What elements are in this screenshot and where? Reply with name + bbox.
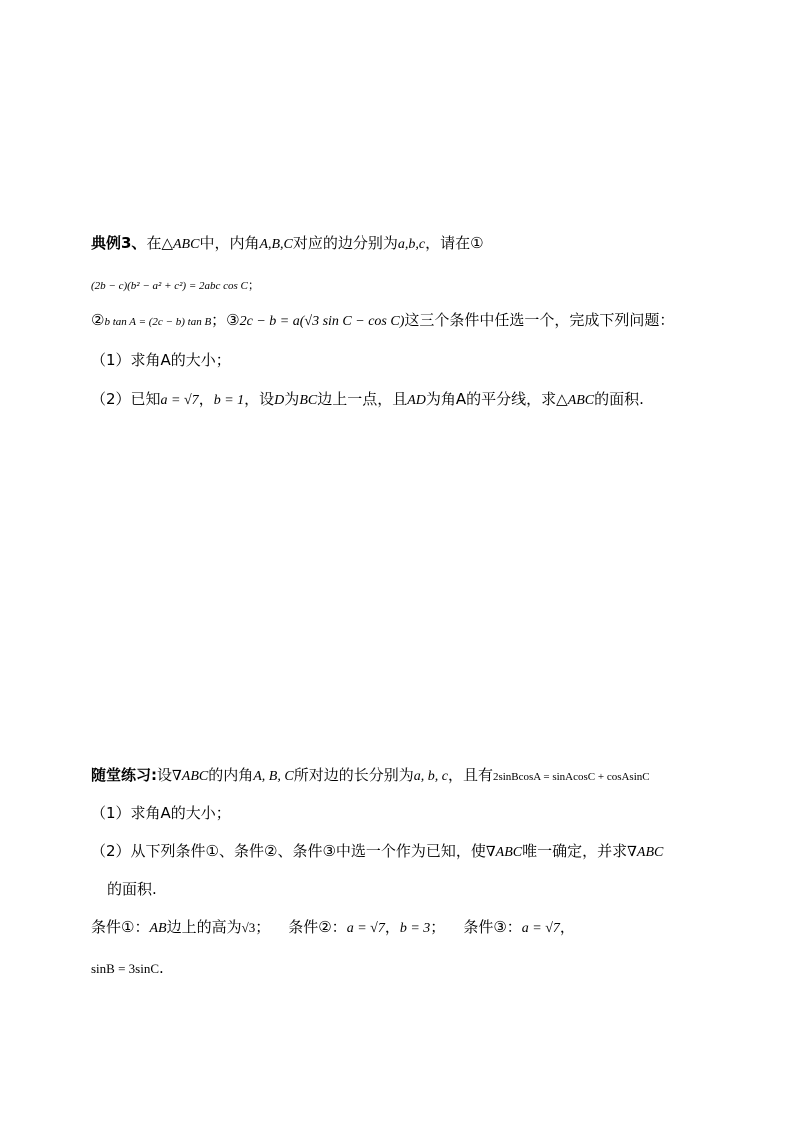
practice-q2-c: 的面积. bbox=[107, 880, 157, 898]
example3-line2 bbox=[91, 276, 260, 292]
example3-condition-2: b tan A = (2c − b) tan B bbox=[104, 316, 212, 328]
example3-choose-text: 这三个条件中任选一个，完成下列问题： bbox=[404, 311, 675, 329]
example3-q2-b: ，设 bbox=[244, 390, 275, 408]
practice-c2-a: a = √7 bbox=[346, 921, 385, 936]
example3-line3 bbox=[91, 313, 674, 329]
practice-question-2-cont bbox=[107, 882, 157, 897]
example3-condition-3: 2c − b = a(√3 sin C − cos C) bbox=[239, 314, 405, 329]
example3-q2-d: 边上一点，且 bbox=[317, 390, 408, 408]
practice-tri3: ∇ABC bbox=[627, 845, 664, 860]
example3-line1 bbox=[91, 236, 484, 252]
practice-intro-d: ，且有 bbox=[447, 766, 493, 784]
example3-angles: A,B,C bbox=[259, 237, 293, 252]
example3-q2-BC: BC bbox=[299, 393, 318, 408]
example3-q2-comma: ， bbox=[198, 390, 214, 408]
example3-condition-1: (2b − c)(b² − a² + c²) = 2abc cos C bbox=[91, 280, 248, 292]
practice-conditions bbox=[91, 920, 575, 936]
example3-label: 典例3、 bbox=[91, 234, 147, 252]
example3-intro-c: 对应的边分别为 bbox=[292, 234, 398, 252]
example3-cond1-end: ； bbox=[247, 278, 260, 292]
practice-sides: a, b, c bbox=[413, 769, 448, 784]
practice-tri1: ∇ABC bbox=[172, 769, 209, 784]
practice-q1-text: （1）求角A的大小； bbox=[91, 804, 231, 822]
practice-c3-comma: ， bbox=[559, 918, 575, 936]
practice-intro-a: 设 bbox=[157, 766, 173, 784]
example3-cond2-mark: ② bbox=[91, 311, 105, 329]
example3-sides: a,b,c bbox=[397, 237, 426, 252]
practice-c1-AB: AB bbox=[149, 921, 167, 936]
example3-sep: ；③ bbox=[211, 311, 240, 329]
practice-c2-b: b = 3 bbox=[399, 921, 431, 936]
practice-q2-b: 唯一确定，并求 bbox=[522, 842, 628, 860]
example3-q2-a-val: a = √7 bbox=[160, 393, 199, 408]
practice-c2-label: 条件②： bbox=[288, 918, 347, 936]
example3-intro-b: 中，内角 bbox=[199, 234, 260, 252]
example3-q2-a: （2）已知 bbox=[91, 390, 161, 408]
example3-intro-a: 在△ bbox=[146, 234, 173, 252]
practice-c1-text: 边上的高为 bbox=[166, 918, 242, 936]
practice-c1-val: √3 bbox=[241, 920, 256, 935]
practice-angles: A, B, C bbox=[253, 769, 294, 784]
practice-question-2 bbox=[91, 844, 663, 860]
example3-question-2 bbox=[91, 392, 644, 408]
practice-condition-3-cont bbox=[91, 960, 164, 976]
practice-c1-label: 条件①： bbox=[91, 918, 150, 936]
practice-c1-end: ； bbox=[255, 918, 271, 936]
example3-q2-b-val: b = 1 bbox=[213, 393, 245, 408]
practice-c2-end: ； bbox=[430, 918, 446, 936]
example3-q2-c: 为 bbox=[284, 390, 300, 408]
practice-c3-end: . bbox=[159, 959, 164, 977]
example3-question-1 bbox=[91, 353, 231, 368]
example3-q2-AD: AD bbox=[407, 393, 426, 408]
practice-intro-b: 的内角 bbox=[208, 766, 254, 784]
practice-equation: 2sinBcosA = sinAcosC + cosAsinC bbox=[492, 771, 650, 783]
practice-c2-comma: ， bbox=[384, 918, 400, 936]
example3-q2-ABC: ABC bbox=[567, 393, 595, 408]
practice-c3-eq: sinB = 3sinC bbox=[91, 961, 160, 976]
practice-line1 bbox=[91, 768, 650, 784]
practice-c3-a: a = √7 bbox=[521, 921, 560, 936]
example3-q2-D: D bbox=[274, 393, 285, 408]
example3-q1-text: （1）求角A的大小； bbox=[91, 351, 231, 369]
example3-q2-e: 为角A的平分线，求△ bbox=[425, 390, 568, 408]
practice-intro-c: 所对边的长分别为 bbox=[293, 766, 414, 784]
practice-c3-label: 条件③： bbox=[463, 918, 522, 936]
practice-label: 随堂练习: bbox=[91, 766, 157, 784]
example3-q2-f: 的面积. bbox=[594, 390, 644, 408]
example3-intro-d: ，请在① bbox=[425, 234, 484, 252]
practice-question-1 bbox=[91, 806, 231, 821]
example3-triangle: ABC bbox=[172, 237, 200, 252]
practice-q2-a: （2）从下列条件①、条件②、条件③中选一个作为已知，使 bbox=[91, 842, 486, 860]
practice-tri2: ∇ABC bbox=[485, 845, 523, 860]
